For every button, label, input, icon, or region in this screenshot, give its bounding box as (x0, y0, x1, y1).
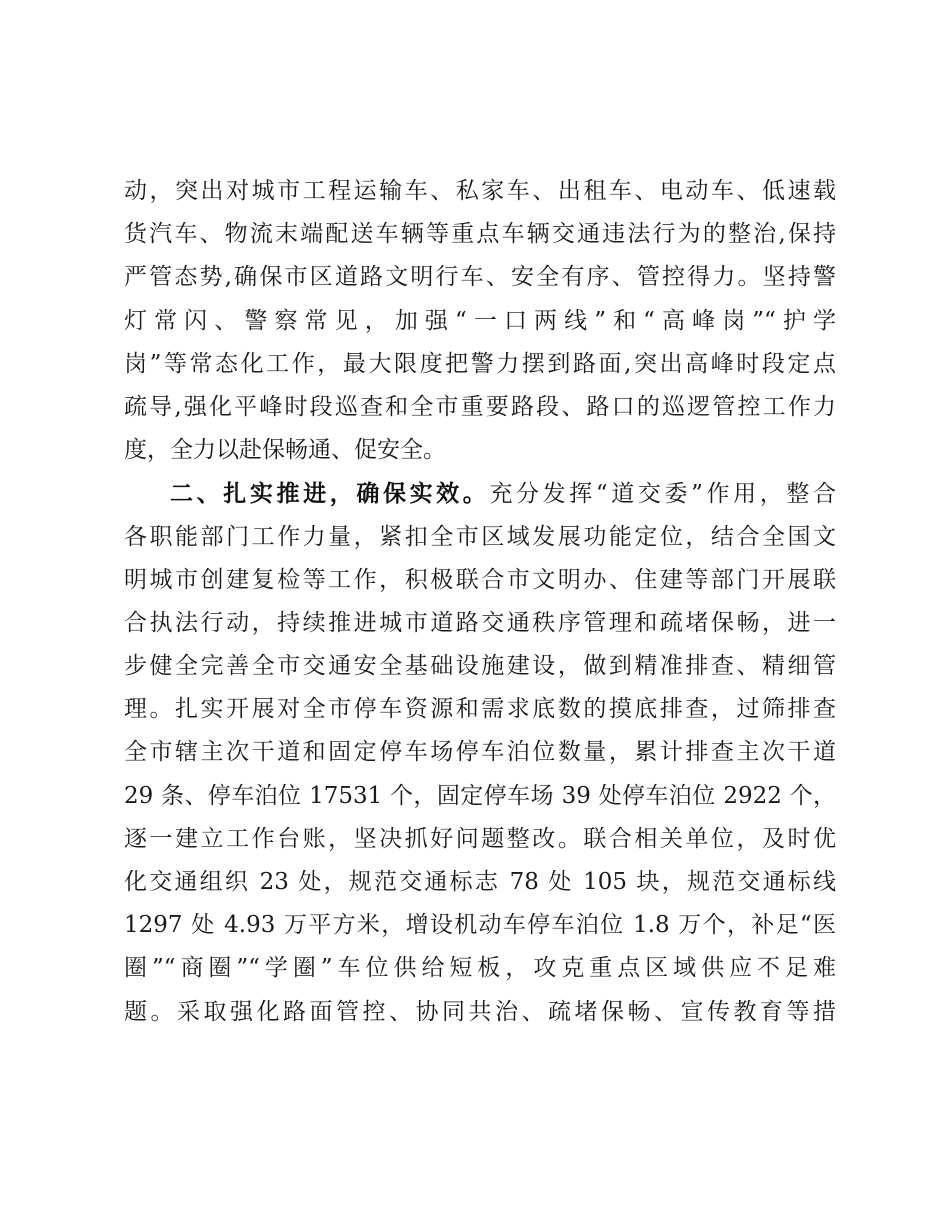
text-line: 1297 处 4.93 万平方米，增设机动车停车泊位 1.8 万个，补足“医 (124, 912, 836, 939)
paragraph-first-line (124, 472, 836, 515)
text-line: 度，全力以赴保畅通、促安全。 (124, 437, 446, 464)
section-heading: 二、扎实推进，确保实效。 (170, 480, 490, 508)
text-line: 全市辖主次干道和固定停车场停车泊位数量，累计排查主次干道 (124, 739, 836, 766)
text-line: 步健全完善全市交通安全基础设施建设，做到精准排查、精细管 (124, 653, 836, 680)
text-line: 岗”等常态化工作，最大限度把警力摆到路面,突出高峰时段定点 (124, 350, 836, 377)
text-line: 疏导,强化平峰时段巡查和全市重要路段、路口的巡逻管控工作力 (124, 393, 836, 420)
text-line: 合执法行动，持续推进城市道路交通秩序管理和疏堵保畅，进一 (124, 609, 836, 636)
body-text (124, 170, 836, 1034)
text-line: 各职能部门工作力量，紧扣全市区域发展功能定位，结合全国文 (124, 523, 836, 550)
text-line: 明城市创建复检等工作，积极联合市文明办、住建等部门开展联 (124, 566, 836, 593)
text-line: 严管态势,确保市区道路文明行车、安全有序、管控得力。坚持警 (124, 264, 836, 291)
text-line: 灯常闪、警察常见，加强“一口两线”和“高峰岗”“护学 (124, 307, 836, 334)
text-line: 动，突出对城市工程运输车、私家车、出租车、电动车、低速载 (124, 178, 836, 204)
text-line: 货汽车、物流末端配送车辆等重点车辆交通违法行为的整治,保持 (124, 221, 836, 248)
text-line: 29 条、停车泊位 17531 个，固定停车场 39 处停车泊位 2922 个， (124, 782, 836, 809)
text-line: 圈”“商圈”“学圈”车位供给短板，攻克重点区域供应不足难 (124, 955, 836, 982)
text-line: 理。扎实开展对全市停车资源和需求底数的摸底排查，过筛排查 (124, 696, 836, 723)
text-line: 逐一建立工作台账，坚决抓好问题整改。联合相关单位，及时优 (124, 825, 836, 852)
text-span: 充分发挥“道交委”作用，整合 (489, 481, 836, 508)
text-line: 化交通组织 23 处，规范交通标志 78 处 105 块，规范交通标线 (124, 869, 836, 895)
text-line: 题。采取强化路面管控、协同共治、疏堵保畅、宣传教育等措 (124, 998, 836, 1025)
